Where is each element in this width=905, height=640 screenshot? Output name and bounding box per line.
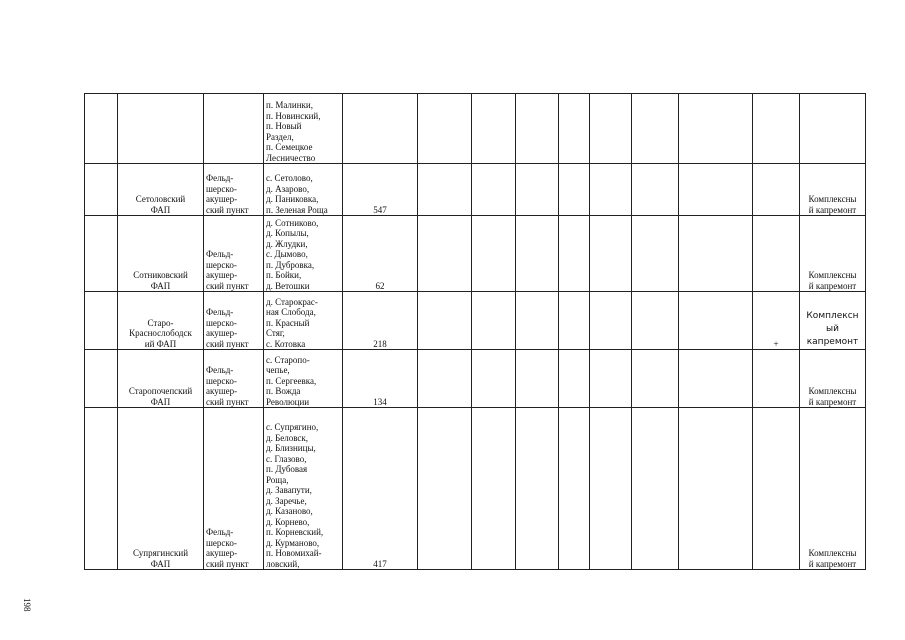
facility-name-cell (118, 94, 204, 164)
served-places-cell-line: д. Корнево, (266, 516, 310, 527)
facility-type-cell-line: акушер- (206, 328, 238, 338)
population-cell-line: 134 (373, 396, 387, 407)
served-places-cell (264, 350, 343, 408)
repair-type-cell (800, 350, 866, 408)
population-cell (343, 216, 418, 292)
facility-name-cell (118, 350, 204, 408)
served-places-cell-line: Роща, (266, 474, 289, 485)
served-places-cell (264, 94, 343, 164)
table-row (85, 164, 866, 216)
plus-cell (753, 350, 800, 408)
population-cell-line: 417 (373, 558, 387, 569)
served-places-cell-line: д. Сотниково, (266, 217, 319, 228)
empty-cell (472, 216, 516, 292)
repair-type-cell-line: й капремонт (808, 396, 857, 407)
empty-cell (559, 94, 590, 164)
repair-type-cell-line: Комплексн (806, 311, 859, 321)
facility-type-cell-line: акушер- (206, 548, 238, 558)
served-places-cell-line: п. Дубровка, (266, 259, 315, 270)
served-places-cell-line: п. Вожда (266, 386, 301, 396)
served-places-cell-line: чепье, (266, 365, 290, 375)
facility-name-cell (118, 292, 204, 350)
served-places-cell-line: д. Курманово, (266, 537, 320, 548)
repair-type-cell (800, 408, 866, 570)
served-places-cell-line: с. Дымово, (266, 249, 308, 259)
served-places-cell-line: п. Сергеевка, (266, 375, 317, 386)
served-places-cell-line: п. Новый (266, 121, 302, 131)
served-places-cell-line: п. Новомихай- (266, 548, 322, 558)
population-cell (343, 94, 418, 164)
population-cell (343, 292, 418, 350)
plus-cell (753, 408, 800, 570)
facility-type-cell-line: ский пункт (206, 204, 249, 215)
served-places-cell-line: д. Азарово, (266, 183, 310, 194)
facility-type-cell-line: шерско- (206, 537, 237, 548)
empty-cell (418, 408, 472, 570)
empty-cell (516, 292, 559, 350)
empty-cell (590, 408, 632, 570)
facility-type-cell-line: шерско- (206, 259, 237, 270)
facility-type-cell (204, 408, 264, 570)
facility-name-cell-line: Старо- (147, 317, 174, 328)
served-places-cell-line: д. Ветошки (266, 280, 310, 291)
empty-cell (590, 350, 632, 408)
repair-type-cell-line: Комплексны (808, 548, 857, 558)
served-places-cell-line: Раздел, (266, 131, 294, 142)
facility-name-cell-line: Краснослободск (129, 328, 192, 338)
table-row (85, 350, 866, 408)
repair-type-cell-line: й капремонт (808, 280, 857, 291)
table-row (85, 94, 866, 164)
empty-cell (418, 350, 472, 408)
facility-name-cell-line: Сотниковский (133, 270, 188, 280)
empty-cell (679, 216, 753, 292)
empty-cell (632, 164, 679, 216)
facility-name-cell-line: ФАП (150, 280, 171, 291)
facility-name-cell-line: Сетоловский (135, 194, 186, 204)
empty-cell (559, 292, 590, 350)
facility-type-cell-line: Фельд- (206, 527, 234, 537)
facility-type-cell-line: шерско- (206, 375, 237, 386)
facility-type-cell-line: акушер- (206, 386, 238, 396)
served-places-cell-line: п. Малинки, (266, 100, 313, 110)
empty-cell (418, 292, 472, 350)
served-places-cell-line: с. Котовка (266, 338, 306, 349)
empty-cell (679, 408, 753, 570)
served-places-cell (264, 216, 343, 292)
empty-cell (632, 94, 679, 164)
empty-cell (418, 94, 472, 164)
plus-cell (753, 216, 800, 292)
served-places-cell-line: с. Супрягино, (266, 422, 319, 432)
population-cell (343, 350, 418, 408)
facility-type-cell-line: ский пункт (206, 280, 249, 291)
facility-type-cell (204, 164, 264, 216)
plus-cell-line: + (773, 338, 779, 349)
empty-cell (559, 408, 590, 570)
empty-cell (472, 408, 516, 570)
facility-name-cell-line: ФАП (150, 396, 171, 407)
empty-cell (516, 408, 559, 570)
empty-cell (418, 216, 472, 292)
facility-type-cell-line: ский пункт (206, 396, 249, 407)
repair-type-cell (800, 292, 866, 350)
facilities-table (84, 93, 866, 570)
facility-type-cell-line: шерско- (206, 317, 237, 328)
empty-cell (632, 350, 679, 408)
served-places-cell-line: д. Близницы, (266, 443, 316, 453)
facility-name-cell-line: ФАП (150, 204, 171, 215)
repair-type-cell (800, 216, 866, 292)
repair-type-cell-line: капремонт (806, 337, 859, 347)
empty-cell (472, 350, 516, 408)
facility-type-cell-line: шерско- (206, 183, 237, 194)
index-cell (85, 94, 118, 164)
served-places-cell (264, 164, 343, 216)
served-places-cell-line: п. Семецкое (266, 142, 313, 152)
empty-cell (559, 164, 590, 216)
population-cell-line: 218 (373, 338, 387, 349)
plus-cell (753, 94, 800, 164)
empty-cell (679, 164, 753, 216)
served-places-cell-line: п. Новинский, (266, 110, 321, 121)
served-places-cell-line: д. Копылы, (266, 228, 309, 238)
facility-type-cell-line: ский пункт (206, 558, 249, 569)
served-places-cell-line: п. Бойки, (266, 270, 302, 280)
served-places-cell-line: ловский, (266, 558, 300, 569)
served-places-cell-line: с. Глазово, (266, 453, 307, 464)
facility-name-cell-line: ФАП (150, 558, 171, 569)
empty-cell (632, 216, 679, 292)
served-places-cell-line: п. Дубовая (266, 464, 308, 474)
facility-name-cell-line: ий ФАП (144, 338, 177, 349)
table-row (85, 408, 866, 570)
empty-cell (679, 292, 753, 350)
population-cell (343, 164, 418, 216)
population-cell-line: 62 (375, 280, 385, 291)
served-places-cell-line: п. Зеленая Роща (266, 204, 328, 215)
repair-type-cell-line: ый (826, 324, 839, 334)
table-row (85, 216, 866, 292)
index-cell (85, 408, 118, 570)
facility-type-cell-line: акушер- (206, 270, 238, 280)
empty-cell (632, 408, 679, 570)
table-body (85, 94, 866, 570)
index-cell (85, 292, 118, 350)
empty-cell (590, 216, 632, 292)
served-places-cell-line: д. Беловск, (266, 432, 309, 443)
served-places-cell-line: с. Старопо- (266, 354, 310, 365)
repair-type-cell (800, 164, 866, 216)
empty-cell (516, 350, 559, 408)
empty-cell (590, 164, 632, 216)
empty-cell (472, 94, 516, 164)
facility-type-cell-line: ский пункт (206, 338, 249, 349)
repair-type-cell-line: Комплексны (808, 270, 857, 280)
served-places-cell-line: Лесничество (266, 152, 316, 163)
empty-cell (516, 164, 559, 216)
served-places-cell-line: д. Жлудки, (266, 238, 308, 249)
facility-type-cell (204, 216, 264, 292)
served-places-cell-line: д. Заречье, (266, 495, 307, 506)
facility-type-cell (204, 292, 264, 350)
served-places-cell-line: Стяг, (266, 328, 285, 338)
repair-type-cell-line: Комплексны (808, 194, 857, 204)
empty-cell (472, 164, 516, 216)
served-places-cell-line: п. Корневский, (266, 527, 324, 537)
empty-cell (516, 94, 559, 164)
facility-name-cell-line: Старопочепский (128, 386, 193, 396)
empty-cell (559, 350, 590, 408)
facility-name-cell (118, 408, 204, 570)
facility-type-cell-line: Фельд- (206, 249, 234, 259)
served-places-cell-line: п. Красный (266, 317, 310, 328)
empty-cell (679, 350, 753, 408)
page-number: 198 (22, 598, 32, 612)
facility-type-cell-line: акушер- (206, 194, 238, 204)
empty-cell (472, 292, 516, 350)
served-places-cell-line: д. Казаново, (266, 506, 313, 516)
population-cell (343, 408, 418, 570)
repair-type-cell (800, 94, 866, 164)
population-cell-line: 547 (373, 204, 387, 215)
empty-cell (418, 164, 472, 216)
served-places-cell-line: Революции (266, 396, 310, 407)
index-cell (85, 216, 118, 292)
repair-type-cell-line: Комплексны (808, 386, 857, 396)
served-places-cell-line: ная Слобода, (266, 307, 316, 317)
empty-cell (590, 94, 632, 164)
facility-type-cell-line: Фельд- (206, 365, 234, 375)
empty-cell (559, 216, 590, 292)
served-places-cell-line: с. Сетолово, (266, 173, 313, 183)
index-cell (85, 350, 118, 408)
empty-cell (679, 94, 753, 164)
facility-name-cell (118, 164, 204, 216)
facility-type-cell-line: Фельд- (206, 173, 234, 183)
repair-type-cell-line: й капремонт (808, 558, 857, 569)
facility-name-cell-line: Супрягинский (132, 548, 189, 558)
table-row (85, 292, 866, 350)
facility-type-cell-line: Фельд- (206, 307, 234, 317)
plus-cell (753, 292, 800, 350)
served-places-cell-line: д. Паниковка, (266, 194, 319, 204)
empty-cell (516, 216, 559, 292)
facility-type-cell (204, 94, 264, 164)
served-places-cell-line: д. Старокрас- (266, 296, 318, 307)
empty-cell (632, 292, 679, 350)
empty-cell (590, 292, 632, 350)
index-cell (85, 164, 118, 216)
served-places-cell (264, 292, 343, 350)
served-places-cell-line: д. Завапути, (266, 485, 312, 495)
facility-name-cell (118, 216, 204, 292)
plus-cell (753, 164, 800, 216)
facility-type-cell (204, 350, 264, 408)
served-places-cell (264, 408, 343, 570)
repair-type-cell-line: й капремонт (808, 204, 857, 215)
